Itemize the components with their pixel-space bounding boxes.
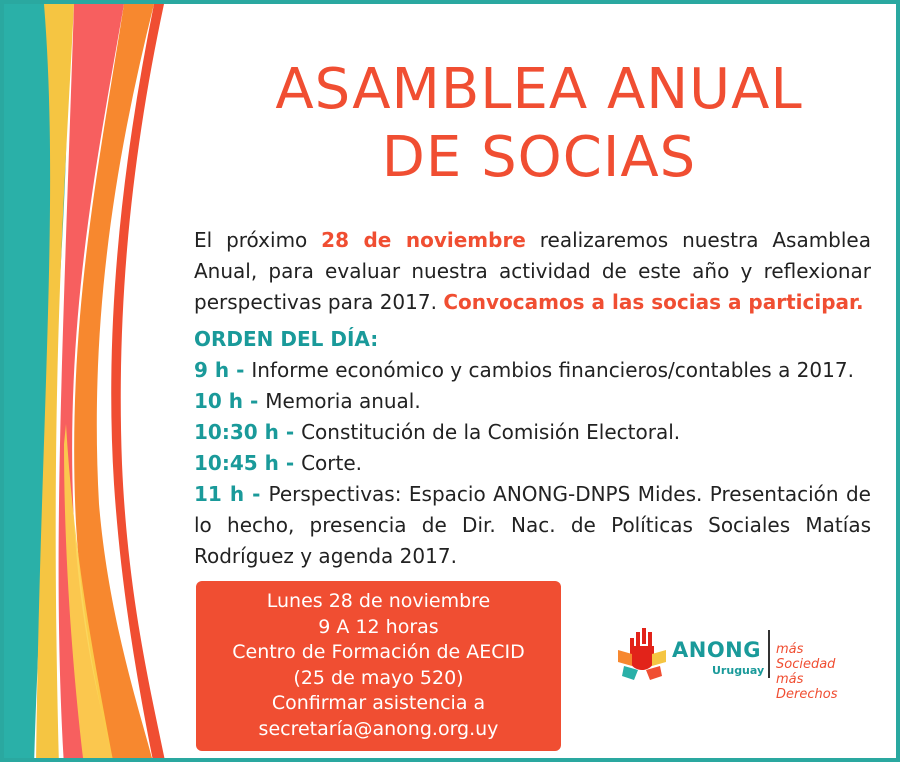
agenda-item (194, 355, 871, 386)
event-address: (25 de mayo 520) (293, 666, 464, 689)
decorative-ribbons (4, 4, 174, 762)
slogan-line-1: más Sociedad (776, 642, 836, 672)
intro-paragraph (194, 225, 871, 318)
logo-name: ANONG (672, 638, 761, 662)
title-line-1: ASAMBLEA ANUAL (275, 57, 803, 122)
agenda-item-text: Informe económico y cambios financieros/contables a 2017. (251, 358, 854, 382)
agenda-item-text: Perspectivas: Espacio ANONG-DNPS Mides. Presentación de lo hecho, presencia de Dir. Nac. de Políticas Sociales Matías Rodríguez y agenda 2017. (194, 482, 871, 568)
agenda-item-time: 10:45 h - (194, 451, 302, 475)
rsvp-email-link[interactable]: secretaría@anong.org.uy (258, 717, 499, 740)
event-info-box (196, 581, 561, 751)
logo-subtitle: Uruguay (712, 664, 765, 677)
intro-call-to-action: Convocamos a las socias a participar. (443, 290, 864, 314)
rsvp-label: Confirmar asistencia a (271, 692, 486, 714)
agenda-list (194, 355, 871, 572)
agenda-title: ORDEN DEL DÍA: (194, 327, 379, 351)
agenda-item-text: Constitución de la Comisión Electoral. (301, 420, 681, 444)
anong-logo (616, 626, 856, 702)
logo-slogan (776, 642, 856, 702)
hands-logo-icon (616, 626, 668, 682)
agenda-item-time: 11 h - (194, 482, 269, 506)
agenda-item-time: 10:30 h - (194, 420, 302, 444)
agenda-item (194, 386, 871, 417)
agenda-item-text: Memoria anual. (265, 389, 421, 413)
agenda-item (194, 417, 871, 448)
intro-text-1: El próximo (194, 228, 322, 252)
event-time: 9 A 12 horas (318, 615, 439, 638)
agenda-item-time: 9 h - (194, 358, 252, 382)
intro-date: 28 de noviembre (321, 228, 526, 252)
agenda-item (194, 448, 871, 479)
logo-divider (768, 630, 770, 678)
agenda-item-time: 10 h - (194, 389, 266, 413)
event-date: Lunes 28 de noviembre (266, 590, 491, 612)
page-title (194, 56, 884, 192)
slogan-line-2: más Derechos (776, 672, 838, 702)
agenda-item-text: Corte. (301, 451, 363, 475)
intro-text-2: realizaremos nuestra Asamblea Anual, para evaluar nuestra actividad de este año y reflexionar perspectivas para 2017. (194, 228, 871, 314)
event-venue: Centro de Formación de AECID (232, 641, 525, 663)
agenda-item (194, 479, 871, 572)
title-line-2: DE SOCIAS (381, 125, 697, 190)
